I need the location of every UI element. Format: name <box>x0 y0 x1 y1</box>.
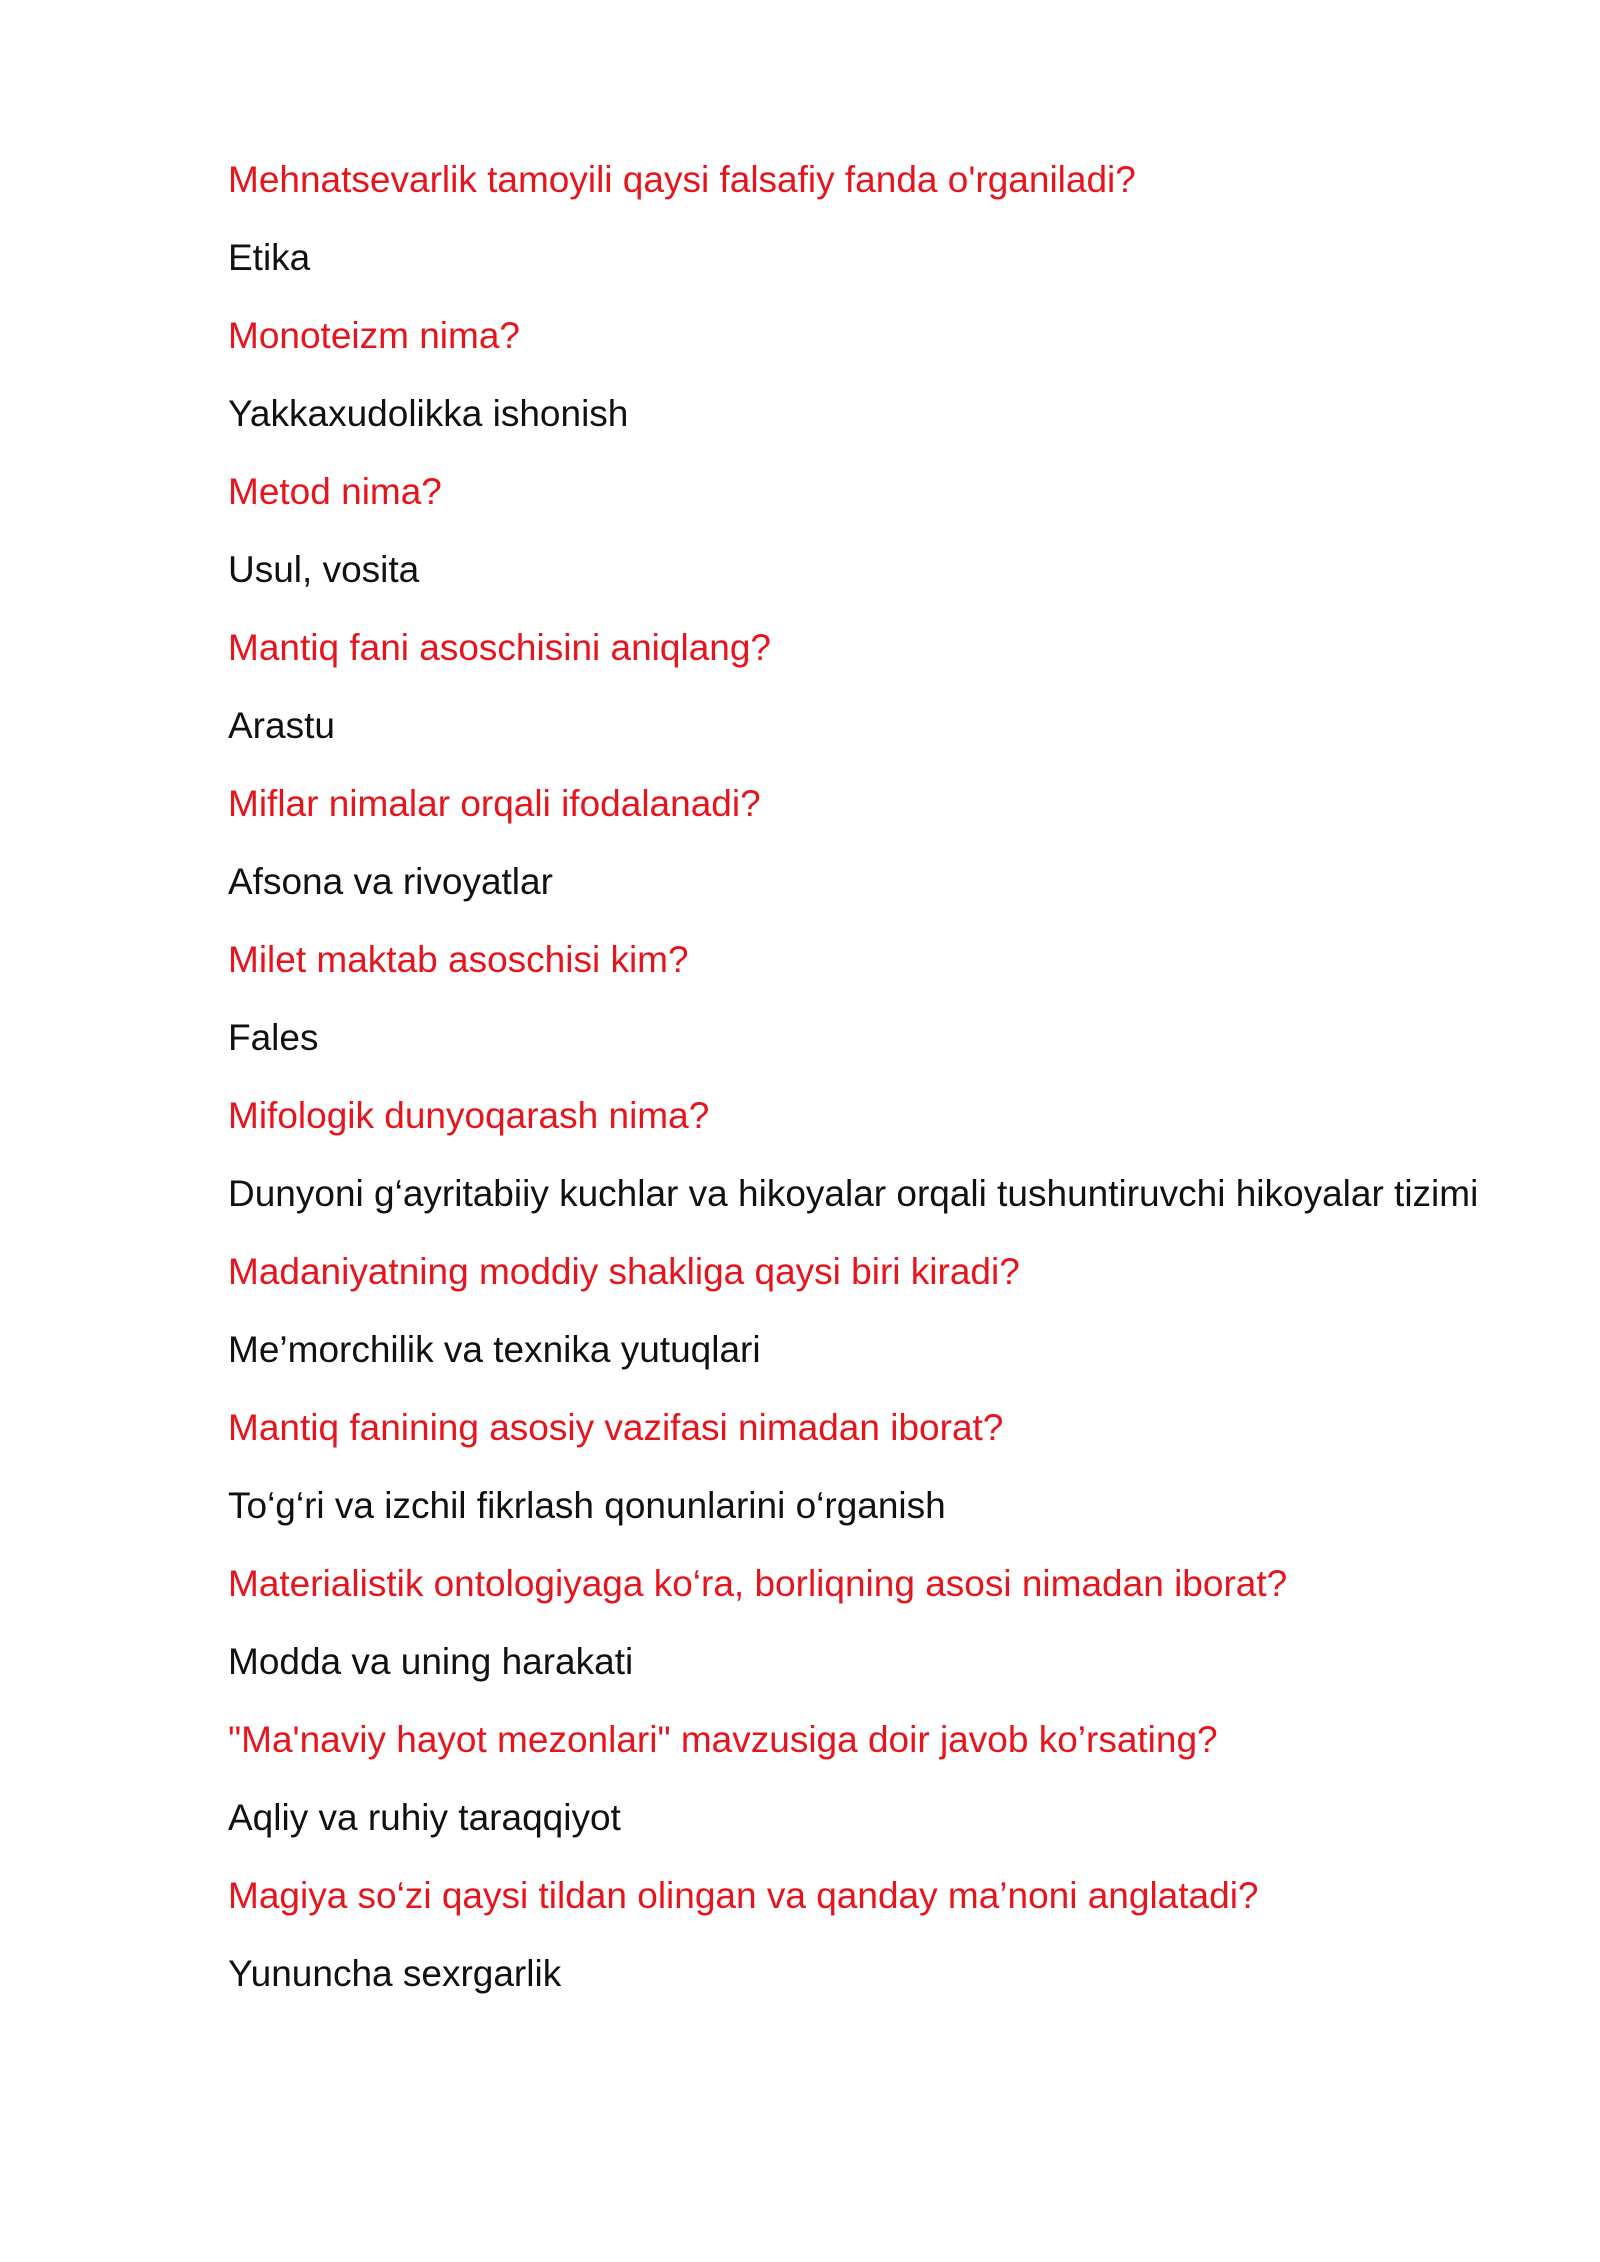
question-text: Metod nima? <box>228 471 442 512</box>
answer-text: Etika <box>228 237 311 278</box>
answer-text: Fales <box>228 1017 319 1058</box>
answer-text: Yununcha sexrgarlik <box>228 1953 562 1994</box>
question-text: Materialistik ontologiyaga ko‘ra, borliqning asosi nimadan iborat? <box>228 1563 1288 1604</box>
question-text: Milet maktab asoschisi kim? <box>228 939 689 980</box>
answer-text: Modda va uning harakati <box>228 1641 634 1682</box>
question-text: Monoteizm nima? <box>228 315 521 356</box>
question-text: Magiya so‘zi qaysi tildan olingan va qanday ma’noni anglatadi? <box>228 1875 1259 1916</box>
question-text: Mehnatsevarlik tamoyili qaysi falsafiy fanda o'rganiladi? <box>228 159 1136 200</box>
answer-text: Usul, vosita <box>228 549 420 590</box>
answer-text: Dunyoni g‘ayritabiiy kuchlar va hikoyalar orqali tushuntiruvchi hikoyalar tizimi <box>228 1173 1479 1214</box>
answer-text: Aqliy va ruhiy taraqqiyot <box>228 1797 621 1838</box>
question-text: Mifologik dunyoqarash nima? <box>228 1095 710 1136</box>
question-text: Mantiq fani asoschisini aniqlang? <box>228 627 772 668</box>
answer-text: Yakkaxudolikka ishonish <box>228 393 629 434</box>
answer-text: Me’morchilik va texnika yutuqlari <box>228 1329 761 1370</box>
answer-text: Afsona va rivoyatlar <box>228 861 553 902</box>
answer-text: To‘g‘ri va izchil fikrlash qonunlarini o‘rganish <box>228 1485 946 1526</box>
answer-text: Arastu <box>228 705 335 746</box>
question-text: Miflar nimalar orqali ifodalanadi? <box>228 783 761 824</box>
question-text: "Ma'naviy hayot mezonlari" mavzusiga doir javob ko’rsating? <box>228 1719 1218 1760</box>
qa-list <box>228 152 1488 2024</box>
question-text: Mantiq fanining asosiy vazifasi nimadan iborat? <box>228 1407 1004 1448</box>
question-text: Madaniyatning moddiy shakliga qaysi biri kiradi? <box>228 1251 1020 1292</box>
